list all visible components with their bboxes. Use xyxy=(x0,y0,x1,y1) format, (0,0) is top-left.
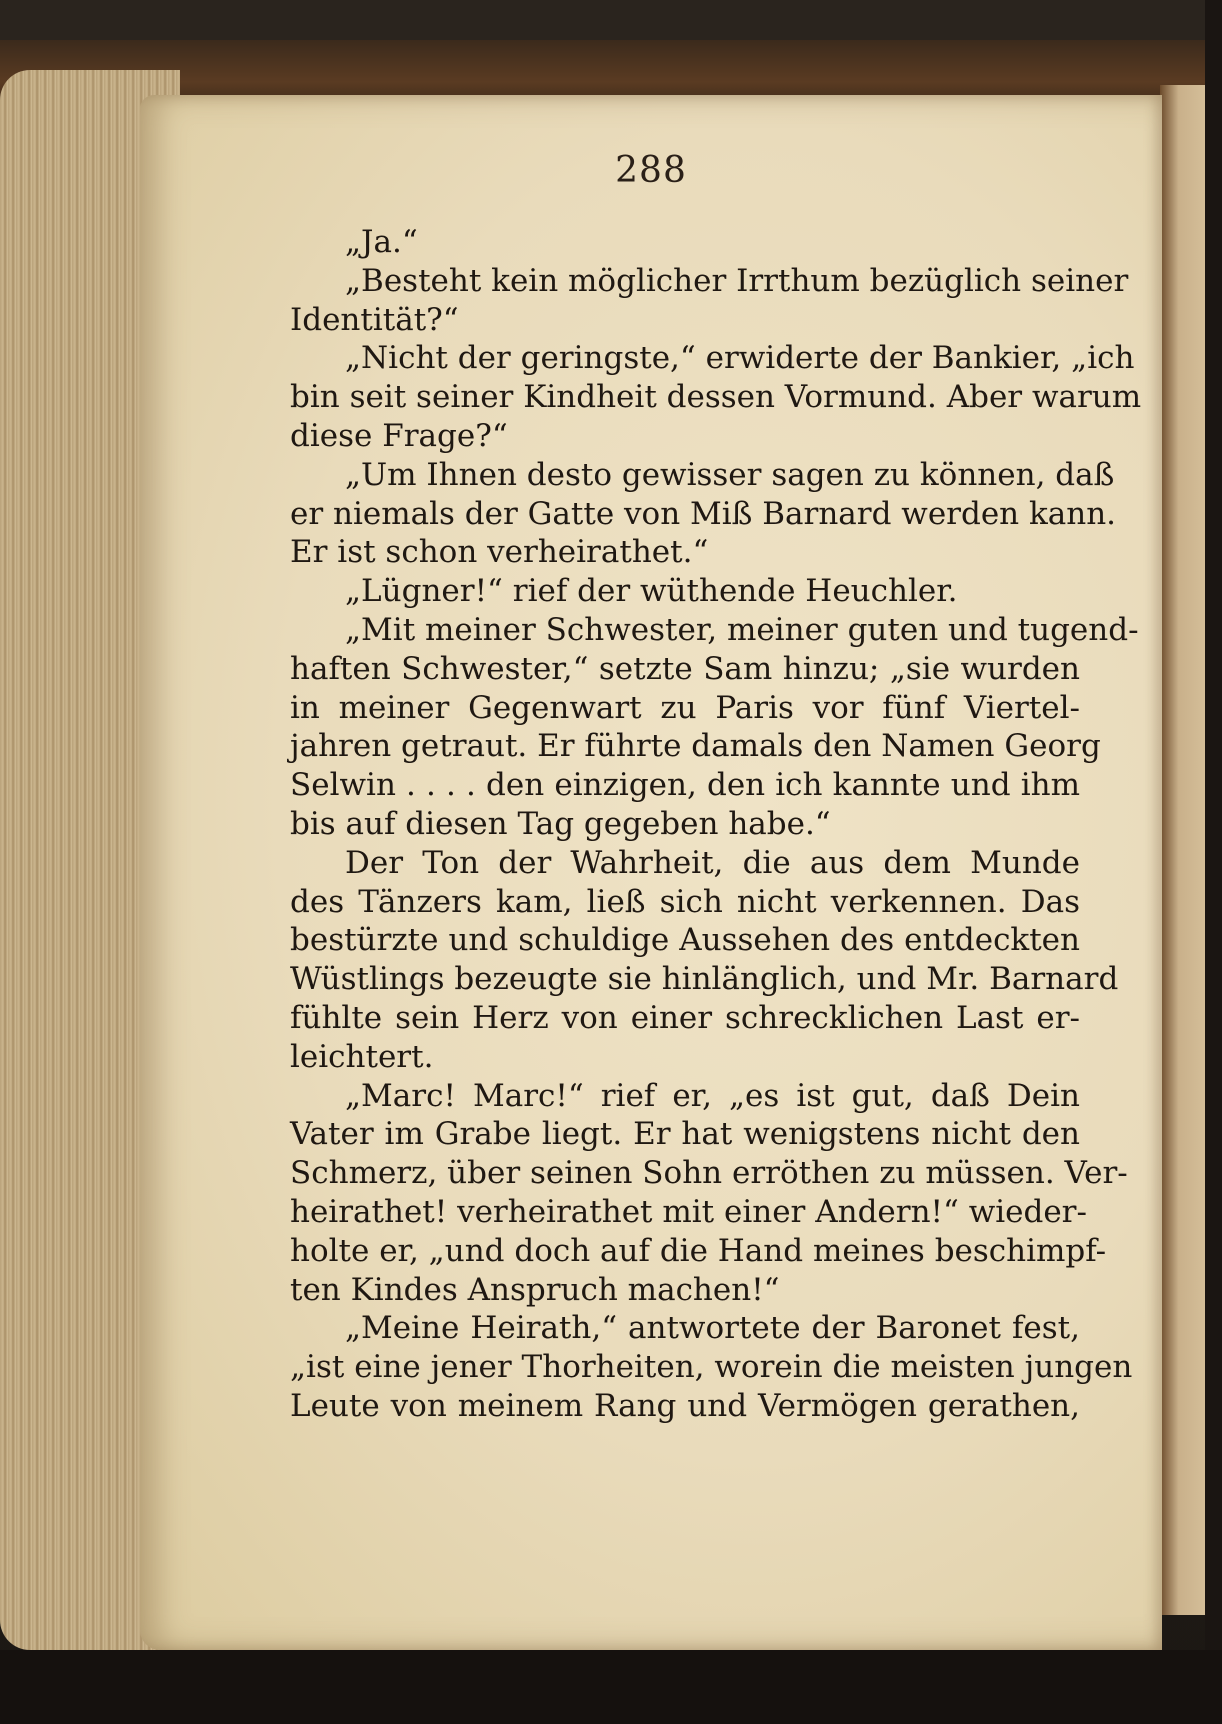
text-line: Wüstlings bezeugte sie hinlänglich, und Mr. Barnard xyxy=(290,961,1119,998)
page-text xyxy=(290,223,1142,1426)
text-line: er niemals der Gatte von Miß Barnard werden kann. xyxy=(290,495,1117,532)
text-line: „Um Ihnen desto gewisser sagen zu können, daß xyxy=(345,456,1115,493)
text-line: fühlte sein Herz von einer schrecklichen Last er- xyxy=(290,999,1080,1036)
text-line: bestürzte und schuldige Aussehen des entdeckten xyxy=(290,922,1080,959)
text-line: bis auf diesen Tag gegeben habe.“ xyxy=(290,805,831,842)
text-line: in meiner Gegenwart zu Paris vor fünf Viertel- xyxy=(290,689,1080,726)
text-line: Der Ton der Wahrheit, die aus dem Munde xyxy=(345,844,1080,881)
text-line: holte er, „und doch auf die Hand meines beschimpf- xyxy=(290,1232,1107,1269)
text-line: diese Frage?“ xyxy=(290,417,508,454)
text-line: haften Schwester,“ setzte Sam hinzu; „sie wurden xyxy=(290,650,1080,687)
text-line: leichtert. xyxy=(290,1038,434,1075)
table-surface xyxy=(0,1650,1222,1724)
text-line: des Tänzers kam, ließ sich nicht verkennen. Das xyxy=(290,883,1080,920)
book-page xyxy=(140,95,1162,1650)
text-line: „Mit meiner Schwester, meiner guten und tugend- xyxy=(345,611,1139,648)
text-line: ten Kindes Anspruch machen!“ xyxy=(290,1271,780,1308)
text-line: „Nicht der geringste,“ erwiderte der Bankier, „ich xyxy=(345,340,1135,377)
text-line: jahren getraut. Er führte damals den Namen Georg xyxy=(290,728,1101,765)
text-line: Leute von meinem Rang und Vermögen gerathen, xyxy=(290,1387,1080,1424)
page-number: 288 xyxy=(615,150,687,191)
text-line: Vater im Grabe liegt. Er hat wenigstens nicht den xyxy=(290,1116,1080,1153)
text-line: Schmerz, über seinen Sohn erröthen zu müssen. Ver- xyxy=(290,1155,1128,1192)
text-line: Er ist schon verheirathet.“ xyxy=(290,534,709,571)
text-line: „ist eine jener Thorheiten, worein die meisten jungen xyxy=(290,1349,1133,1386)
text-line: „Meine Heirath,“ antwortete der Baronet fest, xyxy=(345,1310,1080,1347)
text-line: Selwin . . . . den einzigen, den ich kannte und ihm xyxy=(290,767,1080,804)
text-line: „Lügner!“ rief der wüthende Heuchler. xyxy=(345,573,958,610)
text-line: „Ja.“ xyxy=(345,224,418,260)
text-line: „Besteht kein möglicher Irrthum bezüglich seiner xyxy=(345,262,1129,299)
text-line: bin seit seiner Kindheit dessen Vormund. Aber warum xyxy=(290,379,1142,416)
text-line: Identität?“ xyxy=(290,301,459,338)
book-binding-edge xyxy=(1205,0,1222,1724)
text-line: „Marc! Marc!“ rief er, „es ist gut, daß Dein xyxy=(345,1077,1080,1114)
text-line: heirathet! verheirathet mit einer Andern!“ wieder- xyxy=(290,1193,1087,1230)
